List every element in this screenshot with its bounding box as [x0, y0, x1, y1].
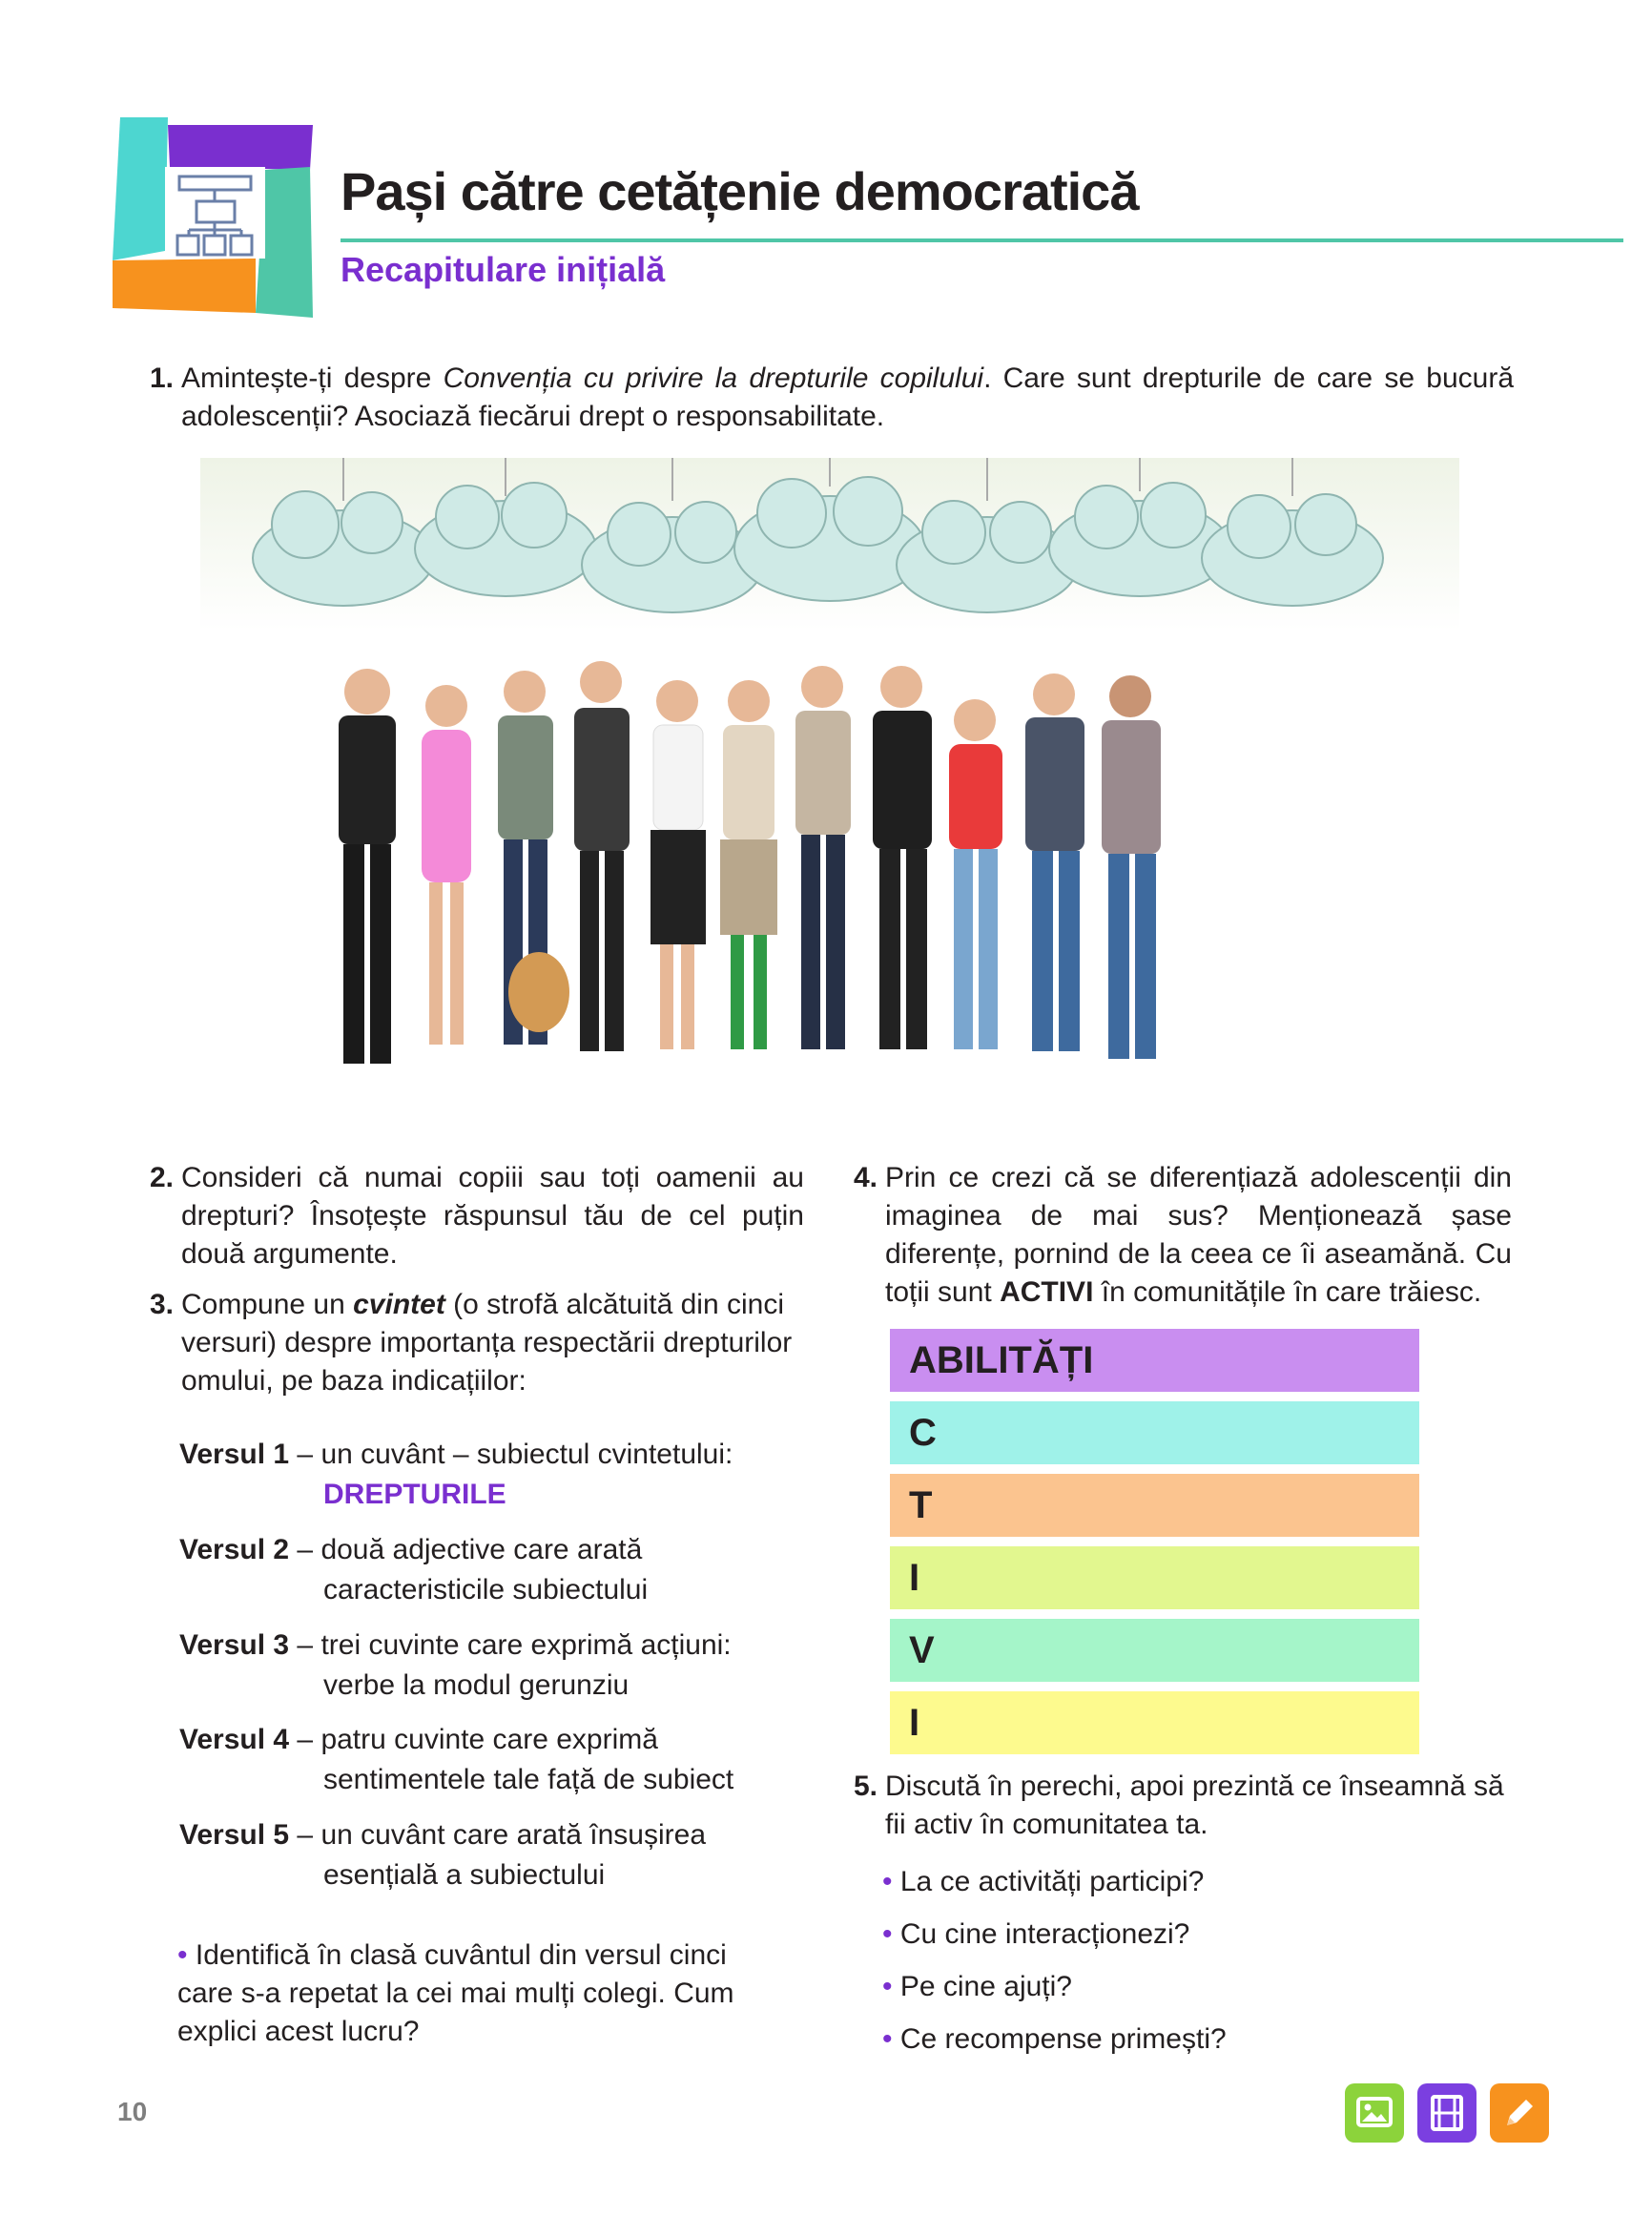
verse-line: – un cuvânt care arată însușirea: [297, 1819, 707, 1851]
question-4: [854, 1159, 1512, 1312]
verse-label: Versul 2: [179, 1534, 290, 1565]
text-part: Prin ce crezi că se diferențiază adolescenții din imaginea de mai sus? Menționează șase diferențe, pornind de la ceea ce îi aseamănă. Cu toții sunt: [885, 1162, 1512, 1308]
page-number: 10: [117, 2097, 148, 2126]
page-title: Pași către cetățenie democratică: [341, 161, 1139, 221]
activi-word: ACTIVI: [1000, 1276, 1094, 1308]
bullet-dot: •: [882, 2023, 893, 2055]
acrostic-row-c: C: [890, 1401, 1419, 1464]
film-icon[interactable]: [1417, 2083, 1476, 2143]
question-text: [885, 1159, 1512, 1312]
verse-label: Versul 5: [179, 1819, 290, 1851]
acrostic-header: ABILITĂȚI: [890, 1329, 1419, 1392]
bullet-dot: •: [882, 1866, 893, 1897]
bullet-dot: •: [177, 1939, 188, 1971]
acrostic-row-v: V: [890, 1619, 1419, 1682]
question-number: 5.: [854, 1771, 878, 1802]
verse-line: – patru cuvinte care exprimă: [297, 1724, 658, 1755]
q5-bullet: [882, 1916, 1189, 1954]
q3-bullet: [177, 1936, 782, 2051]
acrostic-row-t: T: [890, 1474, 1419, 1537]
verse-line: sentimentele tale față de subiect: [323, 1764, 734, 1795]
verse-line: – două adjective care arată: [297, 1534, 643, 1565]
verse-label: Versul 1: [179, 1439, 290, 1470]
text-part: . Care sunt drepturile de care se bucură adolescenții? Asociază fiecărui drept o responsabilitate.: [181, 362, 1515, 432]
acrostic-row-i-2: I: [890, 1691, 1419, 1754]
bullet-dot: •: [882, 1918, 893, 1950]
verse-subject: DREPTURILE: [323, 1479, 506, 1510]
q5-bullet: [882, 1863, 1204, 1901]
question-number: 1.: [150, 362, 175, 394]
text-part: în comunitățile în care trăiesc.: [1093, 1276, 1482, 1308]
bullet-text: La ce activități participi?: [899, 1866, 1205, 1897]
question-text: [181, 1286, 804, 1400]
question-number: 2.: [150, 1162, 175, 1193]
image-icon[interactable]: [1345, 2083, 1404, 2143]
verse-5: [179, 1815, 828, 1895]
verse-line: caracteristicile subiectului: [323, 1574, 649, 1605]
text-part: Compune un: [181, 1289, 354, 1320]
convention-title: Convenția cu privire la drepturile copilului: [443, 362, 984, 394]
question-5: [854, 1768, 1512, 1844]
teenagers-photo: [200, 458, 1459, 1149]
question-text: Discută în perechi, apoi prezintă ce înseamnă să fii activ în comunitatea ta.: [885, 1771, 1504, 1840]
title-divider: [341, 238, 1623, 242]
chapter-logo: [113, 117, 313, 318]
cvintet-term: cvintet: [353, 1289, 445, 1320]
text-part: Amintește-ți despre: [181, 362, 444, 394]
question-number: 4.: [854, 1162, 878, 1193]
bullet-text: Identifică în clasă cuvântul din versul cinci care s-a repetat la cei mai mulți colegi. Cum explici acest lucru?: [177, 1939, 734, 2047]
text-part: (o strofă alcătuită din cinci versuri) despre importanța respectării drepturilor omului, pe baza indicațiilor:: [181, 1289, 793, 1397]
verse-label: Versul 4: [179, 1724, 290, 1755]
acrostic-row-i: I: [890, 1546, 1419, 1609]
page-subtitle: Recapitulare inițială: [341, 250, 666, 289]
verse-line: – trei cuvinte care exprimă acțiuni:: [297, 1629, 732, 1661]
verse-line: verbe la modul gerunziu: [323, 1669, 630, 1701]
verse-2: [179, 1530, 828, 1610]
verse-1: [179, 1435, 828, 1515]
q5-bullet: [882, 1968, 1072, 2006]
question-number: 3.: [150, 1289, 175, 1320]
verse-label: Versul 3: [179, 1629, 290, 1661]
verse-line: – un cuvânt – subiectul cvintetului:: [297, 1439, 733, 1470]
question-3: [150, 1286, 804, 1400]
verse-4: [179, 1720, 828, 1800]
question-text: [181, 360, 1514, 436]
bullet-text: Pe cine ajuți?: [899, 1971, 1072, 2002]
verse-line: esențială a subiectului: [323, 1859, 606, 1891]
question-1: [150, 360, 1514, 436]
bullet-text: Ce recompense primești?: [899, 2023, 1227, 2055]
verse-3: [179, 1626, 828, 1706]
bullet-dot: •: [882, 1971, 893, 2002]
bullet-text: Cu cine interacționezi?: [899, 1918, 1190, 1950]
pencil-icon[interactable]: [1490, 2083, 1549, 2143]
q5-bullet: [882, 2020, 1227, 2059]
question-text: Consideri că numai copiii sau toți oamenii au drepturi? Însoțește răspunsul tău de cel puțin două argumente.: [181, 1162, 804, 1270]
question-2: [150, 1159, 804, 1274]
